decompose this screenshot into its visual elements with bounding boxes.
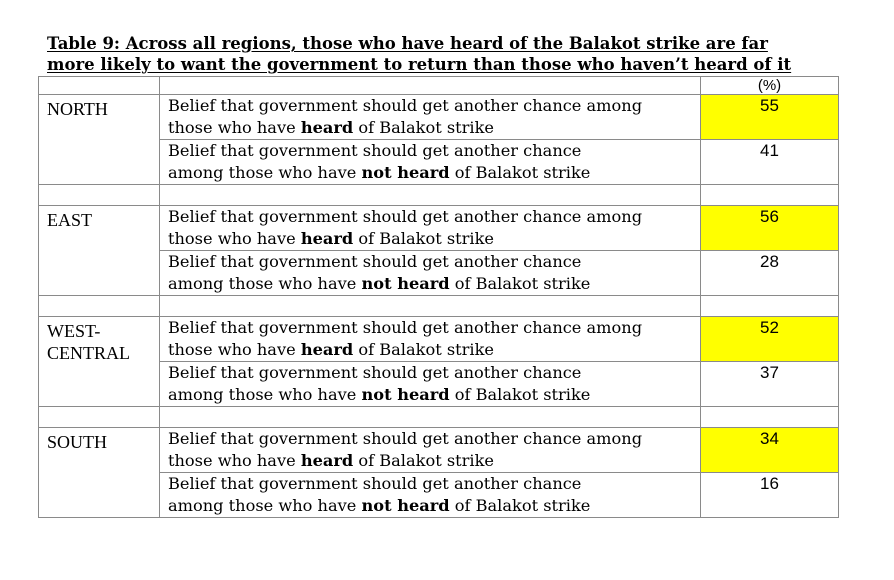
percent-header: (%)	[701, 77, 839, 95]
not-heard-description: Belief that government should get another chance among those who have not heard of Balakot strike	[160, 251, 701, 296]
separator-row	[39, 296, 839, 317]
north-not-heard-value: 41	[701, 140, 839, 185]
header-empty-2	[160, 77, 701, 95]
heard-description: Belief that government should get another chance among those who have heard of Balakot strike	[160, 206, 701, 251]
title-line-1: Table 9: Across all regions, those who have heard of the Balakot strike are far	[47, 34, 768, 53]
west-central-not-heard-value: 37	[701, 362, 839, 407]
west-central-heard-value: 52	[701, 317, 839, 362]
header-row	[39, 77, 839, 95]
table-title	[47, 33, 847, 75]
region-south: SOUTH	[39, 428, 160, 518]
title-line-2: more likely to want the government to return than those who haven’t heard of it	[47, 55, 792, 74]
table-row	[39, 317, 839, 362]
table-row	[39, 428, 839, 473]
not-heard-description: Belief that government should get another chance among those who have not heard of Balakot strike	[160, 140, 701, 185]
table-row	[39, 206, 839, 251]
results-table	[38, 76, 839, 518]
south-heard-value: 34	[701, 428, 839, 473]
region-north: NORTH	[39, 95, 160, 185]
region-east: EAST	[39, 206, 160, 296]
south-not-heard-value: 16	[701, 473, 839, 518]
separator-row	[39, 407, 839, 428]
region-west-central: WEST- CENTRAL	[39, 317, 160, 407]
heard-description: Belief that government should get another chance among those who have heard of Balakot strike	[160, 428, 701, 473]
east-heard-value: 56	[701, 206, 839, 251]
east-not-heard-value: 28	[701, 251, 839, 296]
separator-row	[39, 185, 839, 206]
heard-description: Belief that government should get another chance among those who have heard of Balakot strike	[160, 317, 701, 362]
not-heard-description: Belief that government should get another chance among those who have not heard of Balakot strike	[160, 473, 701, 518]
north-heard-value: 55	[701, 95, 839, 140]
not-heard-description: Belief that government should get another chance among those who have not heard of Balakot strike	[160, 362, 701, 407]
heard-description: Belief that government should get another chance among those who have heard of Balakot strike	[160, 95, 701, 140]
header-empty-1	[39, 77, 160, 95]
table-row	[39, 95, 839, 140]
